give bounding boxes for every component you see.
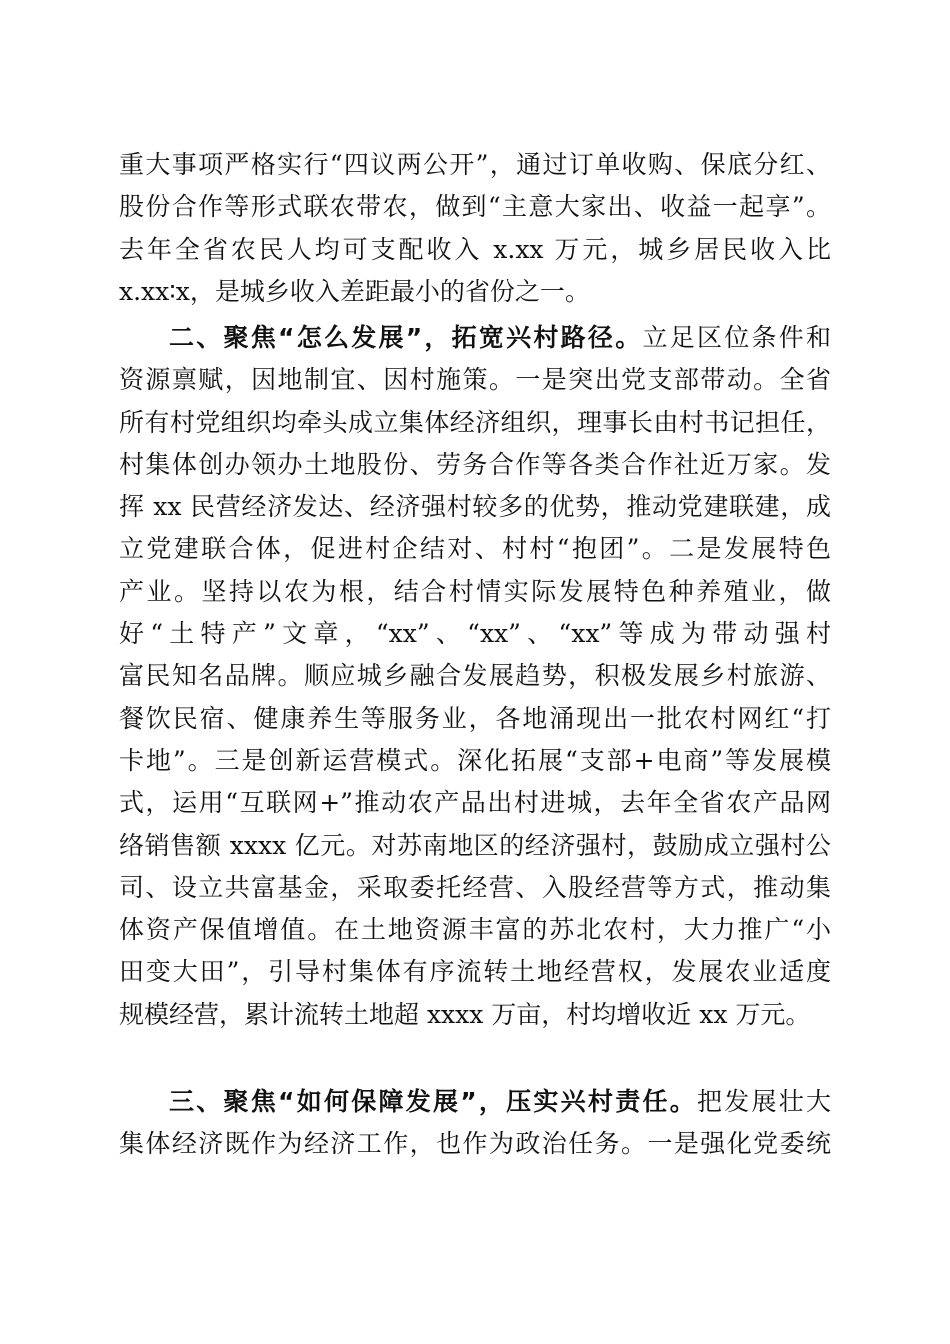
section-heading-3: 三、聚焦“如何保障发展”，压实兴村责任。 [169,1087,697,1116]
paragraph-2-line-5: 挥 xx 民营经济发达、经济强村较多的优势，推动党建联建，成 [119,492,831,522]
paragraph-2-line-6: 立党建联合体，促进村企结对、村村“抱团”。二是发展特色 [119,534,831,564]
paragraph-2-line-12: 式，运用“互联网+”推动农产品出村进城，去年全省农产品网 [119,788,831,818]
paragraph-2-line-15: 体资产保值增值。在土地资源丰富的苏北农村，大力推广“小 [119,915,831,945]
paragraph-2-line-14: 司、设立共富基金，采取委托经营、入股经营等方式，推动集 [119,872,831,902]
paragraph-2-line-17: 规模经营，累计流转土地超 xxxx 万亩，村均增收近 xx 万元。 [119,999,811,1029]
paragraph-2-line-8: 好“土特产”文章，“xx”、“xx”、“xx”等成为带动强村 [119,619,831,649]
paragraph-2-line-10: 餐饮民宿、健康养生等服务业，各地涌现出一批农村网红“打 [119,703,831,733]
paragraph-3-first-line-text: 把发展壮大 [696,1087,831,1116]
paragraph-3-first-line [119,1081,831,1123]
section-heading-2: 二、聚焦“怎么发展”，拓宽兴村路径。 [169,323,643,352]
paragraph-2-first-line-text: 立足区位条件和 [642,323,831,352]
paragraph-3-line-2: 集体经济既作为经济工作，也作为政治任务。一是强化党委统 [119,1129,831,1159]
paragraph-1-line-2: 股份合作等形式联农带农，做到“主意大家出、收益一起享”。 [119,192,831,222]
paragraph-2-line-11: 卡地”。三是创新运营模式。深化拓展“支部+电商”等发展模 [119,745,831,775]
paragraph-2-line-4: 村集体创办领办土地股份、劳务合作等各类合作社近万家。发 [119,449,831,479]
paragraph-2-line-3: 所有村党组织均牵头成立集体经济组织，理事长由村书记担任， [119,407,831,437]
paragraph-2-line-7: 产业。坚持以农为根，结合村情实际发展特色种养殖业，做 [119,576,831,606]
paragraph-2-line-9: 富民知名品牌。顺应城乡融合发展趋势，积极发展乡村旅游、 [119,661,831,691]
paragraph-2 [119,317,831,1036]
paragraph-1-line-4: x.xx∶x，是城乡收入差距最小的省份之一。 [119,276,590,306]
paragraph-3 [119,1081,831,1166]
paragraph-2-line-13: 络销售额 xxxx 亿元。对苏南地区的经济强村，鼓励成立强村公 [119,830,831,860]
paragraph-1-line-1: 重大事项严格实行“四议两公开”，通过订单收购、保底分红、 [119,150,831,179]
paragraph-1-line-3: 去年全省农民人均可支配收入 x.xx 万元，城乡居民收入比 [119,234,831,264]
paragraph-1 [119,144,831,313]
paragraph-2-line-16: 田变大田”，引导村集体有序流转土地经营权，发展农业适度 [119,957,831,987]
paragraph-2-first-line [119,317,831,359]
paragraph-2-line-2: 资源禀赋，因地制宜、因村施策。一是突出党支部带动。全省 [119,365,831,395]
